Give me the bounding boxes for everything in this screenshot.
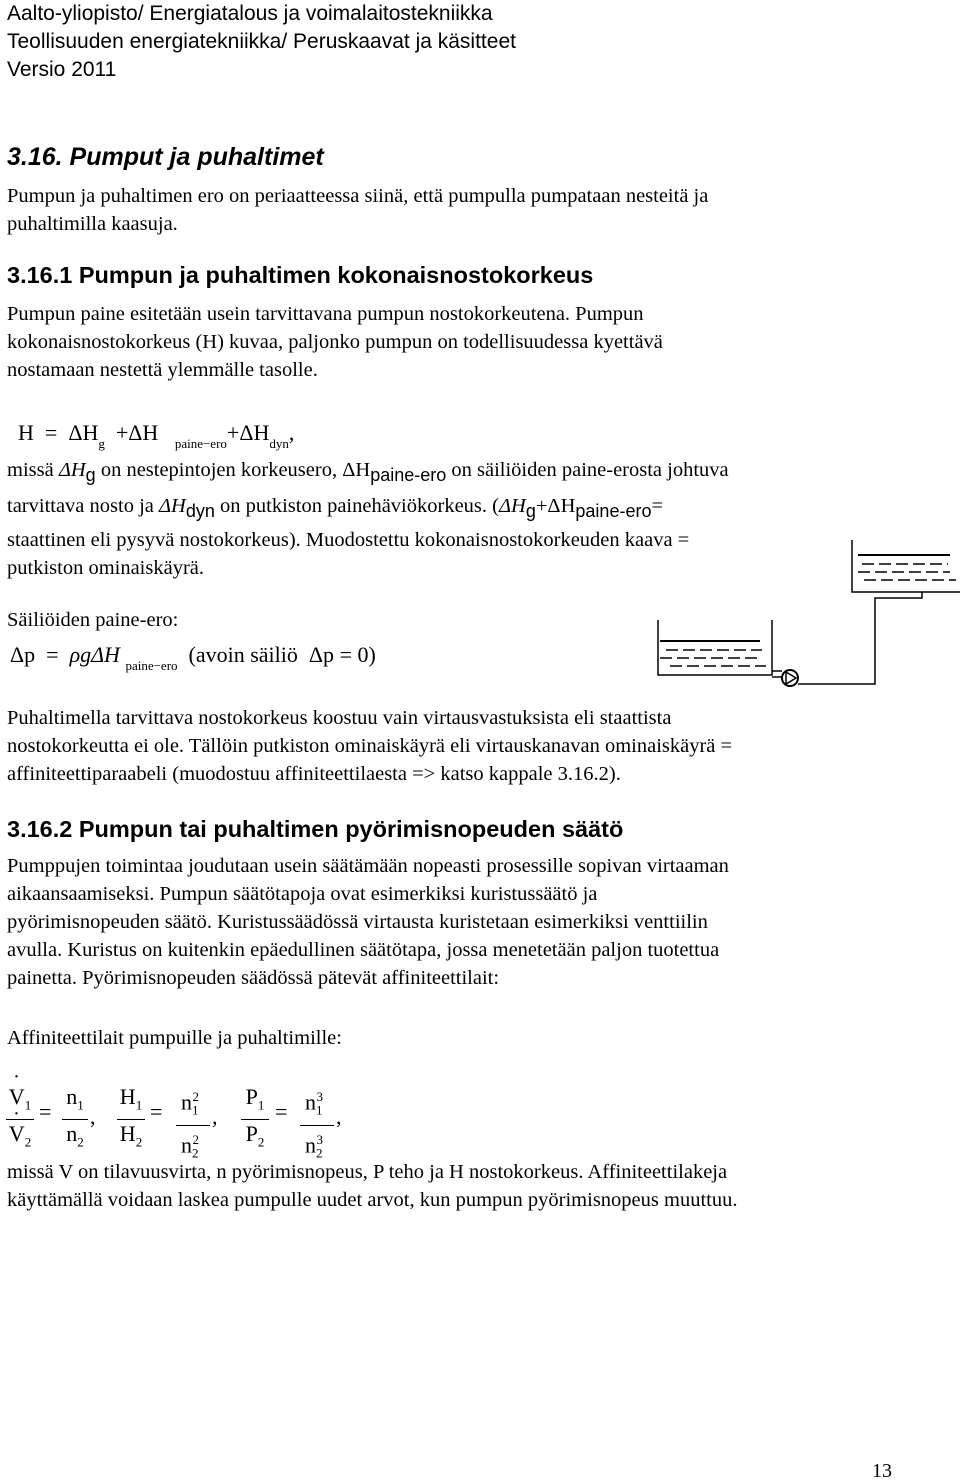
symbols-line-2: käyttämällä voidaan laskea pumpulle uudet arvot, kun pumpun pyörimisnopeus muuttuu.	[7, 1189, 738, 1211]
definition-line-c: staattinen eli pysyvä nostokorkeus). Muodostettu kokonaisnostokorkeuden kaava =	[7, 529, 690, 551]
control-paragraph-line-1: Pumppujen toimintaa joudutaan usein säätämään nopeasti prosessille sopivan virtaaman	[7, 855, 729, 877]
fan-paragraph-line-1: Puhaltimella tarvittava nostokorkeus koostuu vain virtausvastuksista eli staattista	[7, 707, 672, 729]
equation-pressure-difference: Δp = ρgΔH $_{paine-ero}$ (avoin säiliö Δp = 0)	[10, 642, 376, 673]
fan-paragraph-line-3: affiniteettiparaabeli (muodostuu affiniteettilaesta => katso kappale 3.16.2).	[7, 763, 621, 785]
comma: ,	[336, 1104, 342, 1129]
header-line-2: Teollisuuden energiatekniikka/ Peruskaavat ja käsitteet	[7, 30, 516, 53]
pump-symbol	[782, 670, 798, 686]
control-paragraph-line-2: aikaansaamiseksi. Pumpun säätötapoja ovat esimerkiksi kuristussäätö ja	[7, 883, 598, 905]
section-title-3-16-1: 3.16.1 Pumpun ja puhaltimen kokonaisnostokorkeus	[7, 262, 594, 288]
section-title-3-16-2: 3.16.2 Pumpun tai puhaltimen pyörimisnopeuden säätö	[7, 816, 624, 842]
fraction-head: $H_1$ $H_2$	[117, 1084, 145, 1156]
definition-line-a: missä $\Delta H_g$ on nestepintojen korkeusero, $\Delta H_{paine-ero}$ on säiliöiden paine-erosta johtuva	[7, 459, 729, 486]
tank-pump-diagram	[650, 540, 960, 700]
page-number: 13	[872, 1460, 892, 1482]
equals-sign: =	[275, 1099, 288, 1124]
header-line-1: Aalto-yliopisto/ Energiatalous ja voimalaitostekniikka	[7, 2, 493, 25]
equation-total-head: $H = \Delta H_g +\Delta H$ $_{paine-ero}+\Delta H_{dyn}$,	[18, 420, 295, 451]
symbols-line-1: missä V on tilavuusvirta, n pyörimisnopeus, P teho ja H nostokorkeus. Affiniteettilakeja	[7, 1161, 728, 1183]
paragraph-line-3: nostamaan nestettä ylemmälle tasolle.	[7, 359, 318, 381]
equals-sign: =	[150, 1099, 163, 1124]
fraction-speed-squared: $n_1^2$ $n_2^2$	[176, 1084, 210, 1166]
fraction-speed-1: $n_1$ $n_2$	[62, 1084, 88, 1156]
fraction-speed-cubed: $n_1^3$ $n_2^3$	[300, 1084, 334, 1166]
control-paragraph-line-3: pyörimisnopeuden säätö. Kuristussäädössä virtausta kuristetaan esimerkiksi venttiilin	[7, 911, 708, 933]
equals-sign: =	[39, 1099, 52, 1124]
paragraph-intro-line-2: puhaltimilla kaasuja.	[7, 213, 178, 235]
pipe	[798, 592, 922, 684]
comma: ,	[212, 1104, 218, 1129]
comma: ,	[90, 1104, 96, 1129]
affinity-laws-label: Affiniteettilait pumpuille ja puhaltimille:	[7, 1027, 342, 1049]
upper-tank	[852, 540, 960, 592]
header-line-3: Versio 2011	[7, 58, 117, 81]
fan-paragraph-line-2: nostokorkeutta ei ole. Tällöin putkiston ominaiskäyrä eli virtauskanavan ominaiskäyrä =	[7, 735, 733, 757]
fraction-flow: ˙ $V_1$ ˙ $V_2$	[6, 1084, 34, 1156]
lower-tank	[658, 620, 782, 677]
fraction-power: $P_1$ $P_2$	[241, 1084, 269, 1156]
paragraph-intro-line-1: Pumpun ja puhaltimen ero on periaatteessa siinä, että pumpulla pumpataan nesteitä ja	[7, 185, 709, 207]
control-paragraph-line-5: painetta. Pyörimisnopeuden säädössä pätevät affiniteettilait:	[7, 967, 500, 989]
control-paragraph-line-4: avulla. Kuristus on kuitenkin epäedullinen säätötapa, jossa menetetään paljon tuotettua	[7, 939, 720, 961]
definition-line-d: putkiston ominaiskäyrä.	[7, 557, 205, 579]
paragraph-line-1: Pumpun paine esitetään usein tarvittavana pumpun nostokorkeutena. Pumpun	[7, 303, 644, 325]
section-title-3-16: 3.16. Pumput ja puhaltimet	[7, 143, 324, 171]
tank-pressure-label: Säiliöiden paine-ero:	[7, 609, 179, 631]
paragraph-line-2: kokonaisnostokorkeus (H) kuvaa, paljonko pumpun on todellisuudessa kyettävä	[7, 331, 663, 353]
definition-line-b: tarvittava nosto ja $\Delta H_{dyn}$ on putkiston painehäviökorkeus. ($\Delta H_g+\Delta H_{paine-ero}=$	[7, 495, 664, 522]
